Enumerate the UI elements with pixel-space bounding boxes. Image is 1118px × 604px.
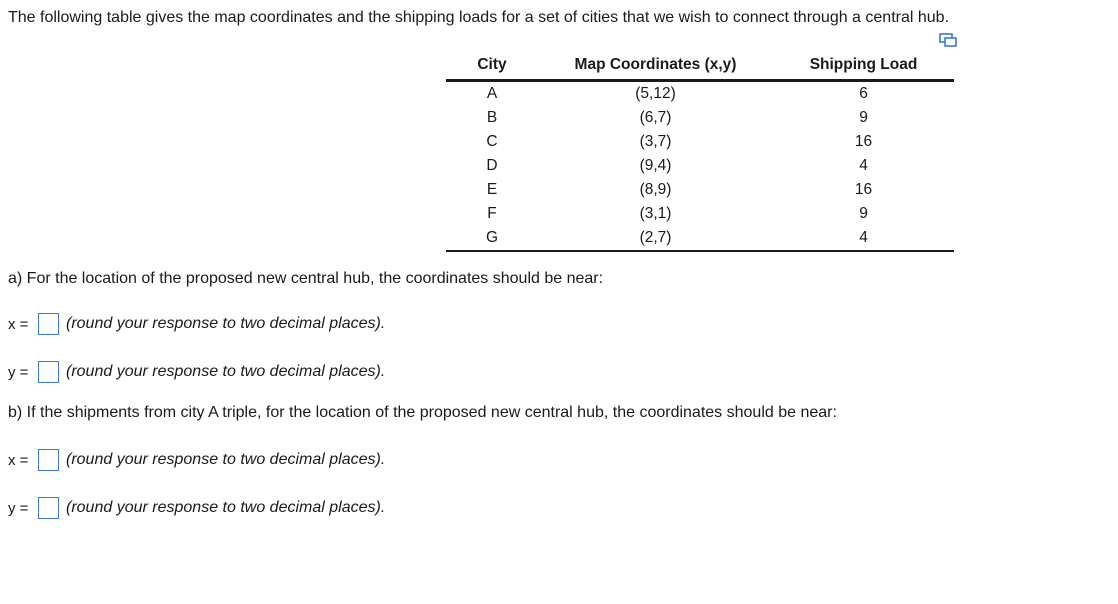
table-row [446,178,954,202]
part-a-x-input[interactable] [38,313,59,335]
part-a-x-label: x = [8,315,29,333]
part-b-x-label: x = [8,451,29,469]
cell-city: G [446,226,538,251]
cell-coords: (3,7) [639,133,672,150]
part-a-y-label: y = [8,363,29,381]
header-city: City [446,50,538,81]
cell-coords: (6,7) [639,109,672,126]
copy-icon[interactable] [939,33,957,47]
cell-coords: (3,1) [639,205,672,222]
part-b-x-input[interactable] [38,449,59,471]
cell-load: 9 [859,205,868,222]
part-a-y-row [8,359,385,385]
part-b-y-row [8,495,385,521]
part-a-question: a) For the location of the proposed new central hub, the coordinates should be near: [8,270,604,287]
part-b-question: b) If the shipments from city A triple, for the location of the proposed new central hub, the coordinates should be near: [8,404,837,421]
cell-load: 6 [859,85,868,102]
cell-load: 4 [859,157,868,174]
part-b-x-hint: (round your response to two decimal places). [66,451,386,468]
intro-text: The following table gives the map coordinates and the shipping loads for a set of cities that we wish to connect through a central hub. [8,9,950,26]
part-b-y-input[interactable] [38,497,59,519]
table-row [446,81,954,107]
cell-city: C [486,133,498,150]
part-a-x-row [8,311,385,337]
cell-city: B [486,109,498,126]
cell-coords: (8,9) [639,181,672,198]
cell-load: 9 [859,109,868,126]
cell-load: 4 [773,226,954,251]
table-row [446,154,954,178]
table-row [446,106,954,130]
cell-coords: (5,12) [635,85,676,102]
table-row [446,202,954,226]
cell-coords: (9,4) [639,157,672,174]
cell-city: E [486,181,498,198]
part-a-y-input[interactable] [38,361,59,383]
part-a-x-hint: (round your response to two decimal places). [66,315,386,332]
cell-coords: (2,7) [538,226,773,251]
cell-load: 16 [854,133,873,150]
cell-city: D [486,157,498,174]
cell-load: 16 [854,181,873,198]
part-b-x-row [8,447,385,473]
table-row [446,130,954,154]
cell-city: A [486,85,498,102]
cities-table [446,50,954,252]
part-a-y-hint: (round your response to two decimal places). [66,363,386,380]
header-shipping-load: Shipping Load [773,50,954,81]
part-b-y-label: y = [8,499,29,517]
cell-city: F [487,205,497,222]
table-row [446,226,954,251]
table-header-row [446,50,954,81]
header-coordinates: Map Coordinates (x,y) [538,50,773,81]
part-b-y-hint: (round your response to two decimal places). [66,499,386,516]
